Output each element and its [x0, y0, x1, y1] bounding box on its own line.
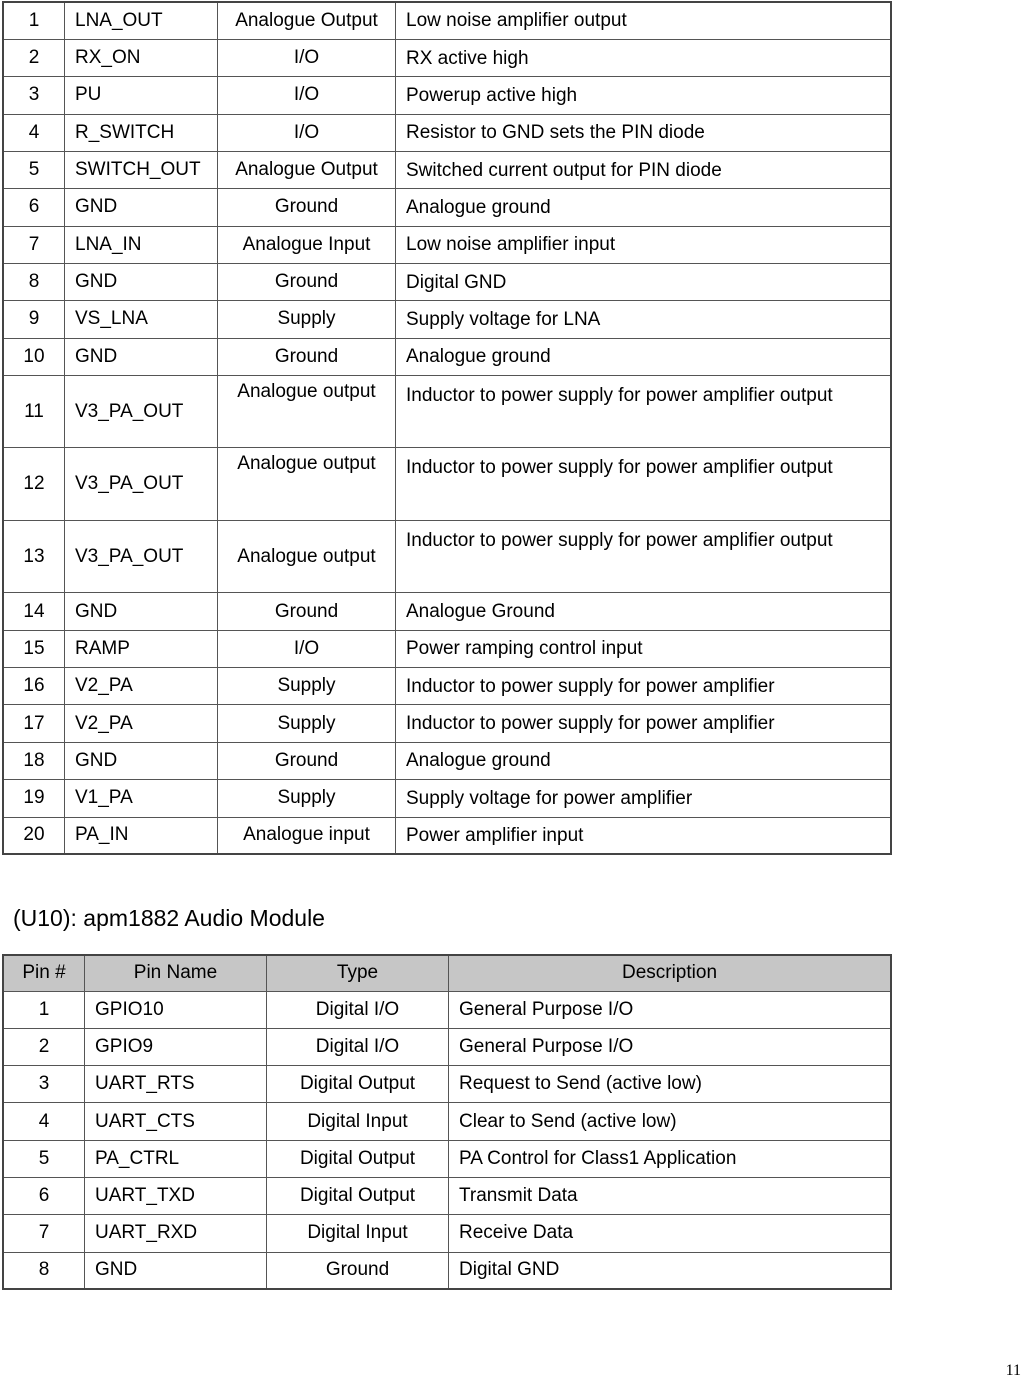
- table-row: [3, 114, 891, 151]
- pin-number-cell: 7: [3, 1215, 85, 1252]
- header-type: Type: [267, 955, 449, 991]
- pin-number-cell: 6: [3, 1177, 85, 1214]
- pin-type-cell: Analogue output: [218, 520, 396, 593]
- pin-number-cell: 19: [3, 780, 65, 817]
- pin-type-cell: Digital Output: [267, 1066, 449, 1103]
- pin-description-cell: Request to Send (active low): [449, 1066, 892, 1103]
- pin-description-cell: Low noise amplifier output: [396, 2, 892, 39]
- pin-name-cell: PA_IN: [65, 817, 218, 854]
- pin-type-cell: Ground: [218, 263, 396, 300]
- table-row: [3, 226, 891, 263]
- pin-type-cell: Supply: [218, 780, 396, 817]
- pin-type-cell: I/O: [218, 39, 396, 76]
- table-row: [3, 189, 891, 226]
- pin-type-cell: Ground: [218, 189, 396, 226]
- pin-description-cell: Inductor to power supply for power amplifier output: [396, 520, 892, 593]
- table-row: [3, 742, 891, 779]
- pin-description-cell: Inductor to power supply for power amplifier output: [396, 375, 892, 448]
- table-row: [3, 1140, 891, 1177]
- table-row: [3, 448, 891, 521]
- pin-name-cell: PU: [65, 77, 218, 114]
- pin-description-cell: Inductor to power supply for power amplifier: [396, 705, 892, 742]
- table-row: [3, 375, 891, 448]
- header-description: Description: [449, 955, 892, 991]
- pin-number-cell: 5: [3, 151, 65, 188]
- pin-number-cell: 9: [3, 301, 65, 338]
- pin-name-cell: VS_LNA: [65, 301, 218, 338]
- pin-name-cell: LNA_IN: [65, 226, 218, 263]
- pin-name-cell: R_SWITCH: [65, 114, 218, 151]
- page-number: 11: [1005, 1362, 1021, 1379]
- pin-description-cell: RX active high: [396, 39, 892, 76]
- table-row: [3, 338, 891, 375]
- table-row: [3, 1028, 891, 1065]
- pin-name-cell: PA_CTRL: [85, 1140, 267, 1177]
- pin-name-cell: GND: [65, 263, 218, 300]
- header-pin-number: Pin #: [3, 955, 85, 991]
- pin-number-cell: 8: [3, 263, 65, 300]
- pin-name-cell: SWITCH_OUT: [65, 151, 218, 188]
- pin-type-cell: Analogue output: [218, 375, 396, 448]
- pin-description-cell: Clear to Send (active low): [449, 1103, 892, 1140]
- pin-description-cell: Supply voltage for power amplifier: [396, 780, 892, 817]
- pin-name-cell: GND: [65, 338, 218, 375]
- pin-name-cell: V1_PA: [65, 780, 218, 817]
- pin-description-cell: Receive Data: [449, 1215, 892, 1252]
- pin-name-cell: RAMP: [65, 630, 218, 667]
- pin-number-cell: 11: [3, 375, 65, 448]
- pin-type-cell: Analogue Output: [218, 151, 396, 188]
- pin-name-cell: LNA_OUT: [65, 2, 218, 39]
- pin-description-cell: Powerup active high: [396, 77, 892, 114]
- table-row: [3, 1252, 891, 1289]
- pin-name-cell: RX_ON: [65, 39, 218, 76]
- header-pin-name: Pin Name: [85, 955, 267, 991]
- pin-number-cell: 16: [3, 668, 65, 705]
- pin-number-cell: 3: [3, 77, 65, 114]
- pin-type-cell: Ground: [218, 338, 396, 375]
- pin-name-cell: GND: [85, 1252, 267, 1289]
- pin-type-cell: Ground: [218, 742, 396, 779]
- pin-name-cell: UART_TXD: [85, 1177, 267, 1214]
- pin-name-cell: V3_PA_OUT: [65, 448, 218, 521]
- pin-number-cell: 12: [3, 448, 65, 521]
- pin-number-cell: 15: [3, 630, 65, 667]
- pin-name-cell: GND: [65, 742, 218, 779]
- pin-number-cell: 1: [3, 2, 65, 39]
- pin-type-cell: Digital I/O: [267, 1028, 449, 1065]
- table-row: [3, 593, 891, 630]
- table-header-row: [3, 955, 891, 991]
- pin-name-cell: V3_PA_OUT: [65, 520, 218, 593]
- pin-table-audio-module: [2, 954, 892, 1290]
- pin-type-cell: Supply: [218, 668, 396, 705]
- pin-type-cell: I/O: [218, 77, 396, 114]
- table-row: [3, 263, 891, 300]
- table-row: [3, 1066, 891, 1103]
- pin-type-cell: Digital Output: [267, 1140, 449, 1177]
- table-row: [3, 39, 891, 76]
- pin-type-cell: Digital I/O: [267, 991, 449, 1028]
- pin-description-cell: Analogue ground: [396, 189, 892, 226]
- table-row: [3, 1215, 891, 1252]
- pin-name-cell: GPIO9: [85, 1028, 267, 1065]
- pin-description-cell: Resistor to GND sets the PIN diode: [396, 114, 892, 151]
- pin-number-cell: 4: [3, 1103, 85, 1140]
- pin-type-cell: Analogue output: [218, 448, 396, 521]
- pin-name-cell: GPIO10: [85, 991, 267, 1028]
- pin-description-cell: Digital GND: [396, 263, 892, 300]
- section-title: (U10): apm1882 Audio Module: [13, 905, 325, 931]
- pin-type-cell: Analogue Input: [218, 226, 396, 263]
- table-row: [3, 520, 891, 593]
- pin-type-cell: I/O: [218, 114, 396, 151]
- pin-description-cell: Power amplifier input: [396, 817, 892, 854]
- pin-number-cell: 2: [3, 39, 65, 76]
- table-row: [3, 630, 891, 667]
- pin-type-cell: Analogue input: [218, 817, 396, 854]
- pin-number-cell: 20: [3, 817, 65, 854]
- pin-type-cell: Supply: [218, 301, 396, 338]
- pin-name-cell: UART_RTS: [85, 1066, 267, 1103]
- pin-number-cell: 1: [3, 991, 85, 1028]
- pin-type-cell: Ground: [218, 593, 396, 630]
- pin-type-cell: I/O: [218, 630, 396, 667]
- pin-number-cell: 8: [3, 1252, 85, 1289]
- pin-name-cell: UART_CTS: [85, 1103, 267, 1140]
- pin-description-cell: General Purpose I/O: [449, 991, 892, 1028]
- table-row: [3, 301, 891, 338]
- table-row: [3, 151, 891, 188]
- pin-number-cell: 17: [3, 705, 65, 742]
- pin-description-cell: Power ramping control input: [396, 630, 892, 667]
- pin-number-cell: 5: [3, 1140, 85, 1177]
- pin-description-cell: PA Control for Class1 Application: [449, 1140, 892, 1177]
- table-row: [3, 2, 891, 39]
- pin-description-cell: Analogue Ground: [396, 593, 892, 630]
- pin-name-cell: UART_RXD: [85, 1215, 267, 1252]
- pin-name-cell: V3_PA_OUT: [65, 375, 218, 448]
- pin-type-cell: Digital Output: [267, 1177, 449, 1214]
- pin-description-cell: Low noise amplifier input: [396, 226, 892, 263]
- pin-type-cell: Digital Input: [267, 1215, 449, 1252]
- pin-number-cell: 7: [3, 226, 65, 263]
- table-row: [3, 705, 891, 742]
- pin-number-cell: 14: [3, 593, 65, 630]
- pin-description-cell: Digital GND: [449, 1252, 892, 1289]
- pin-description-cell: Switched current output for PIN diode: [396, 151, 892, 188]
- pin-type-cell: Analogue Output: [218, 2, 396, 39]
- table-row: [3, 817, 891, 854]
- pin-table-rf: [2, 1, 892, 855]
- pin-description-cell: Inductor to power supply for power amplifier output: [396, 448, 892, 521]
- pin-description-cell: Analogue ground: [396, 338, 892, 375]
- pin-name-cell: GND: [65, 593, 218, 630]
- pin-description-cell: Inductor to power supply for power amplifier: [396, 668, 892, 705]
- pin-type-cell: Digital Input: [267, 1103, 449, 1140]
- pin-number-cell: 10: [3, 338, 65, 375]
- pin-name-cell: V2_PA: [65, 668, 218, 705]
- table-row: [3, 991, 891, 1028]
- pin-type-cell: Ground: [267, 1252, 449, 1289]
- pin-name-cell: GND: [65, 189, 218, 226]
- pin-number-cell: 18: [3, 742, 65, 779]
- pin-description-cell: General Purpose I/O: [449, 1028, 892, 1065]
- pin-name-cell: V2_PA: [65, 705, 218, 742]
- pin-type-cell: Supply: [218, 705, 396, 742]
- pin-number-cell: 2: [3, 1028, 85, 1065]
- pin-description-cell: Supply voltage for LNA: [396, 301, 892, 338]
- table-row: [3, 1177, 891, 1214]
- pin-number-cell: 6: [3, 189, 65, 226]
- pin-number-cell: 3: [3, 1066, 85, 1103]
- table-row: [3, 780, 891, 817]
- table-row: [3, 668, 891, 705]
- table-row: [3, 77, 891, 114]
- pin-number-cell: 13: [3, 520, 65, 593]
- pin-description-cell: Transmit Data: [449, 1177, 892, 1214]
- pin-description-cell: Analogue ground: [396, 742, 892, 779]
- table-row: [3, 1103, 891, 1140]
- pin-number-cell: 4: [3, 114, 65, 151]
